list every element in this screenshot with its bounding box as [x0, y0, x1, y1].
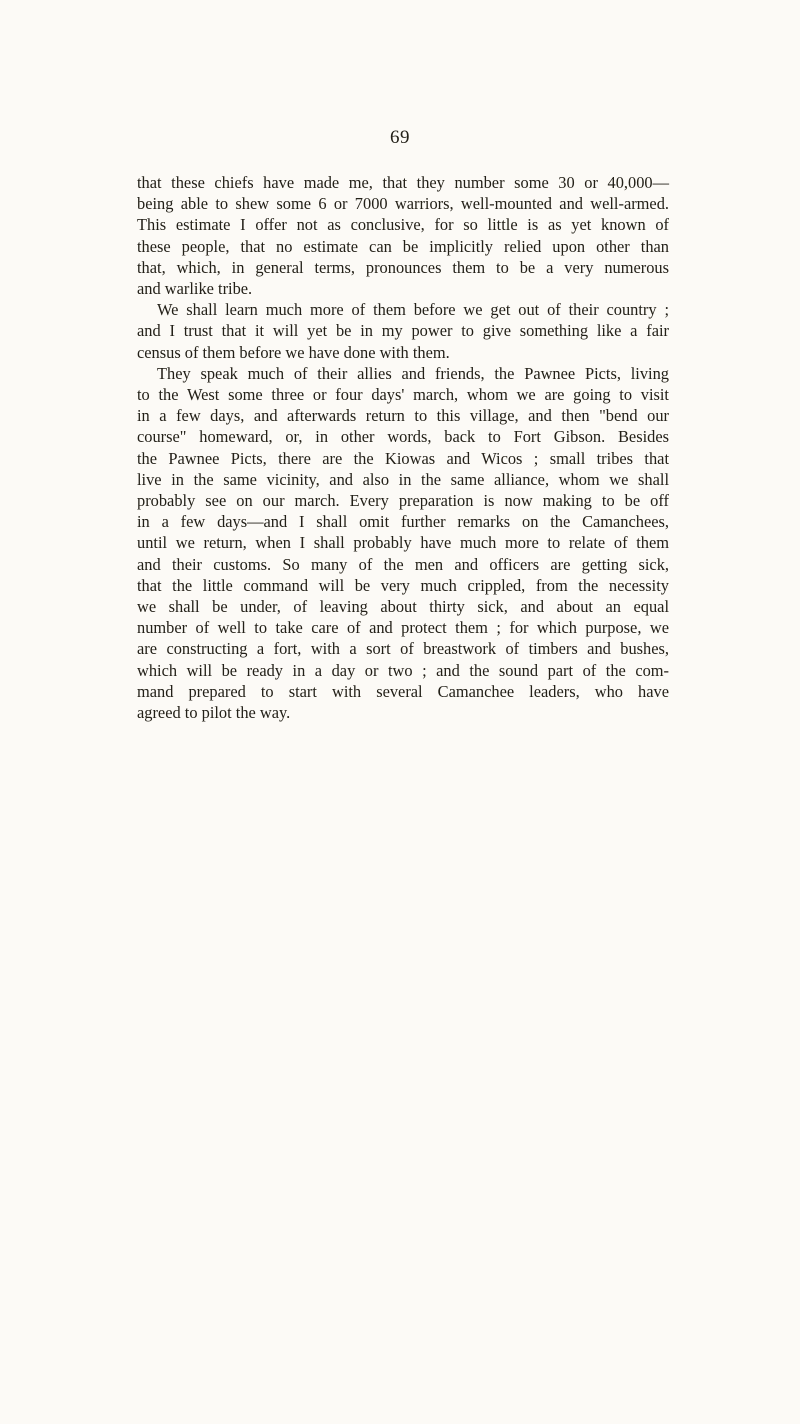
text-line: and I trust that it will yet be in my power to give something like a fair: [137, 321, 669, 341]
paragraph: [137, 363, 669, 723]
text-line: agreed to pilot the way.: [137, 703, 291, 723]
text-line: course" homeward, or, in other words, back to Fort Gibson. Besides: [137, 427, 669, 447]
text-line: the Pawnee Picts, there are the Kiowas and Wicos ; small tribes that: [137, 448, 669, 468]
text-line: live in the same vicinity, and also in the same alliance, whom we shall: [137, 469, 669, 489]
paragraph: [137, 299, 669, 363]
text-line: They speak much of their allies and friends, the Pawnee Picts, living: [157, 363, 669, 383]
paragraph: [137, 172, 669, 299]
text-line: these people, that no estimate can be implicitly relied upon other than: [137, 236, 669, 256]
text-line: probably see on our march. Every preparation is now making to be off: [137, 491, 669, 511]
text-line: that, which, in general terms, pronounces them to be a very numerous: [137, 257, 669, 277]
text-line: We shall learn much more of them before we get out of their country ;: [157, 300, 669, 320]
text-line: which will be ready in a day or two ; and the sound part of the com-: [137, 660, 669, 680]
text-line: in a few days—and I shall omit further remarks on the Camanchees,: [137, 512, 669, 532]
text-line: and their customs. So many of the men and officers are getting sick,: [137, 554, 669, 574]
body-text: [137, 172, 669, 723]
text-line: census of them before we have done with them.: [137, 342, 450, 362]
text-line: number of well to take care of and protect them ; for which purpose, we: [137, 618, 669, 638]
text-line: to the West some three or four days' march, whom we are going to visit: [137, 385, 669, 405]
text-line: until we return, when I shall probably have much more to relate of them: [137, 533, 669, 553]
text-line: This estimate I offer not as conclusive, for so little is as yet known of: [137, 215, 669, 235]
text-line: being able to shew some 6 or 7000 warriors, well-mounted and well-armed.: [137, 194, 669, 214]
page-number: 69: [390, 127, 410, 148]
text-line: mand prepared to start with several Camanchee leaders, who have: [137, 681, 669, 701]
text-line: that these chiefs have made me, that they number some 30 or 40,000—: [137, 173, 669, 192]
text-line: and warlike tribe.: [137, 279, 253, 299]
text-line: we shall be under, of leaving about thirty sick, and about an equal: [137, 597, 669, 617]
text-line: are constructing a fort, with a sort of breastwork of timbers and bushes,: [137, 639, 669, 659]
text-line: in a few days, and afterwards return to this village, and then "bend our: [137, 406, 669, 426]
text-line: that the little command will be very much crippled, from the necessity: [137, 575, 669, 595]
